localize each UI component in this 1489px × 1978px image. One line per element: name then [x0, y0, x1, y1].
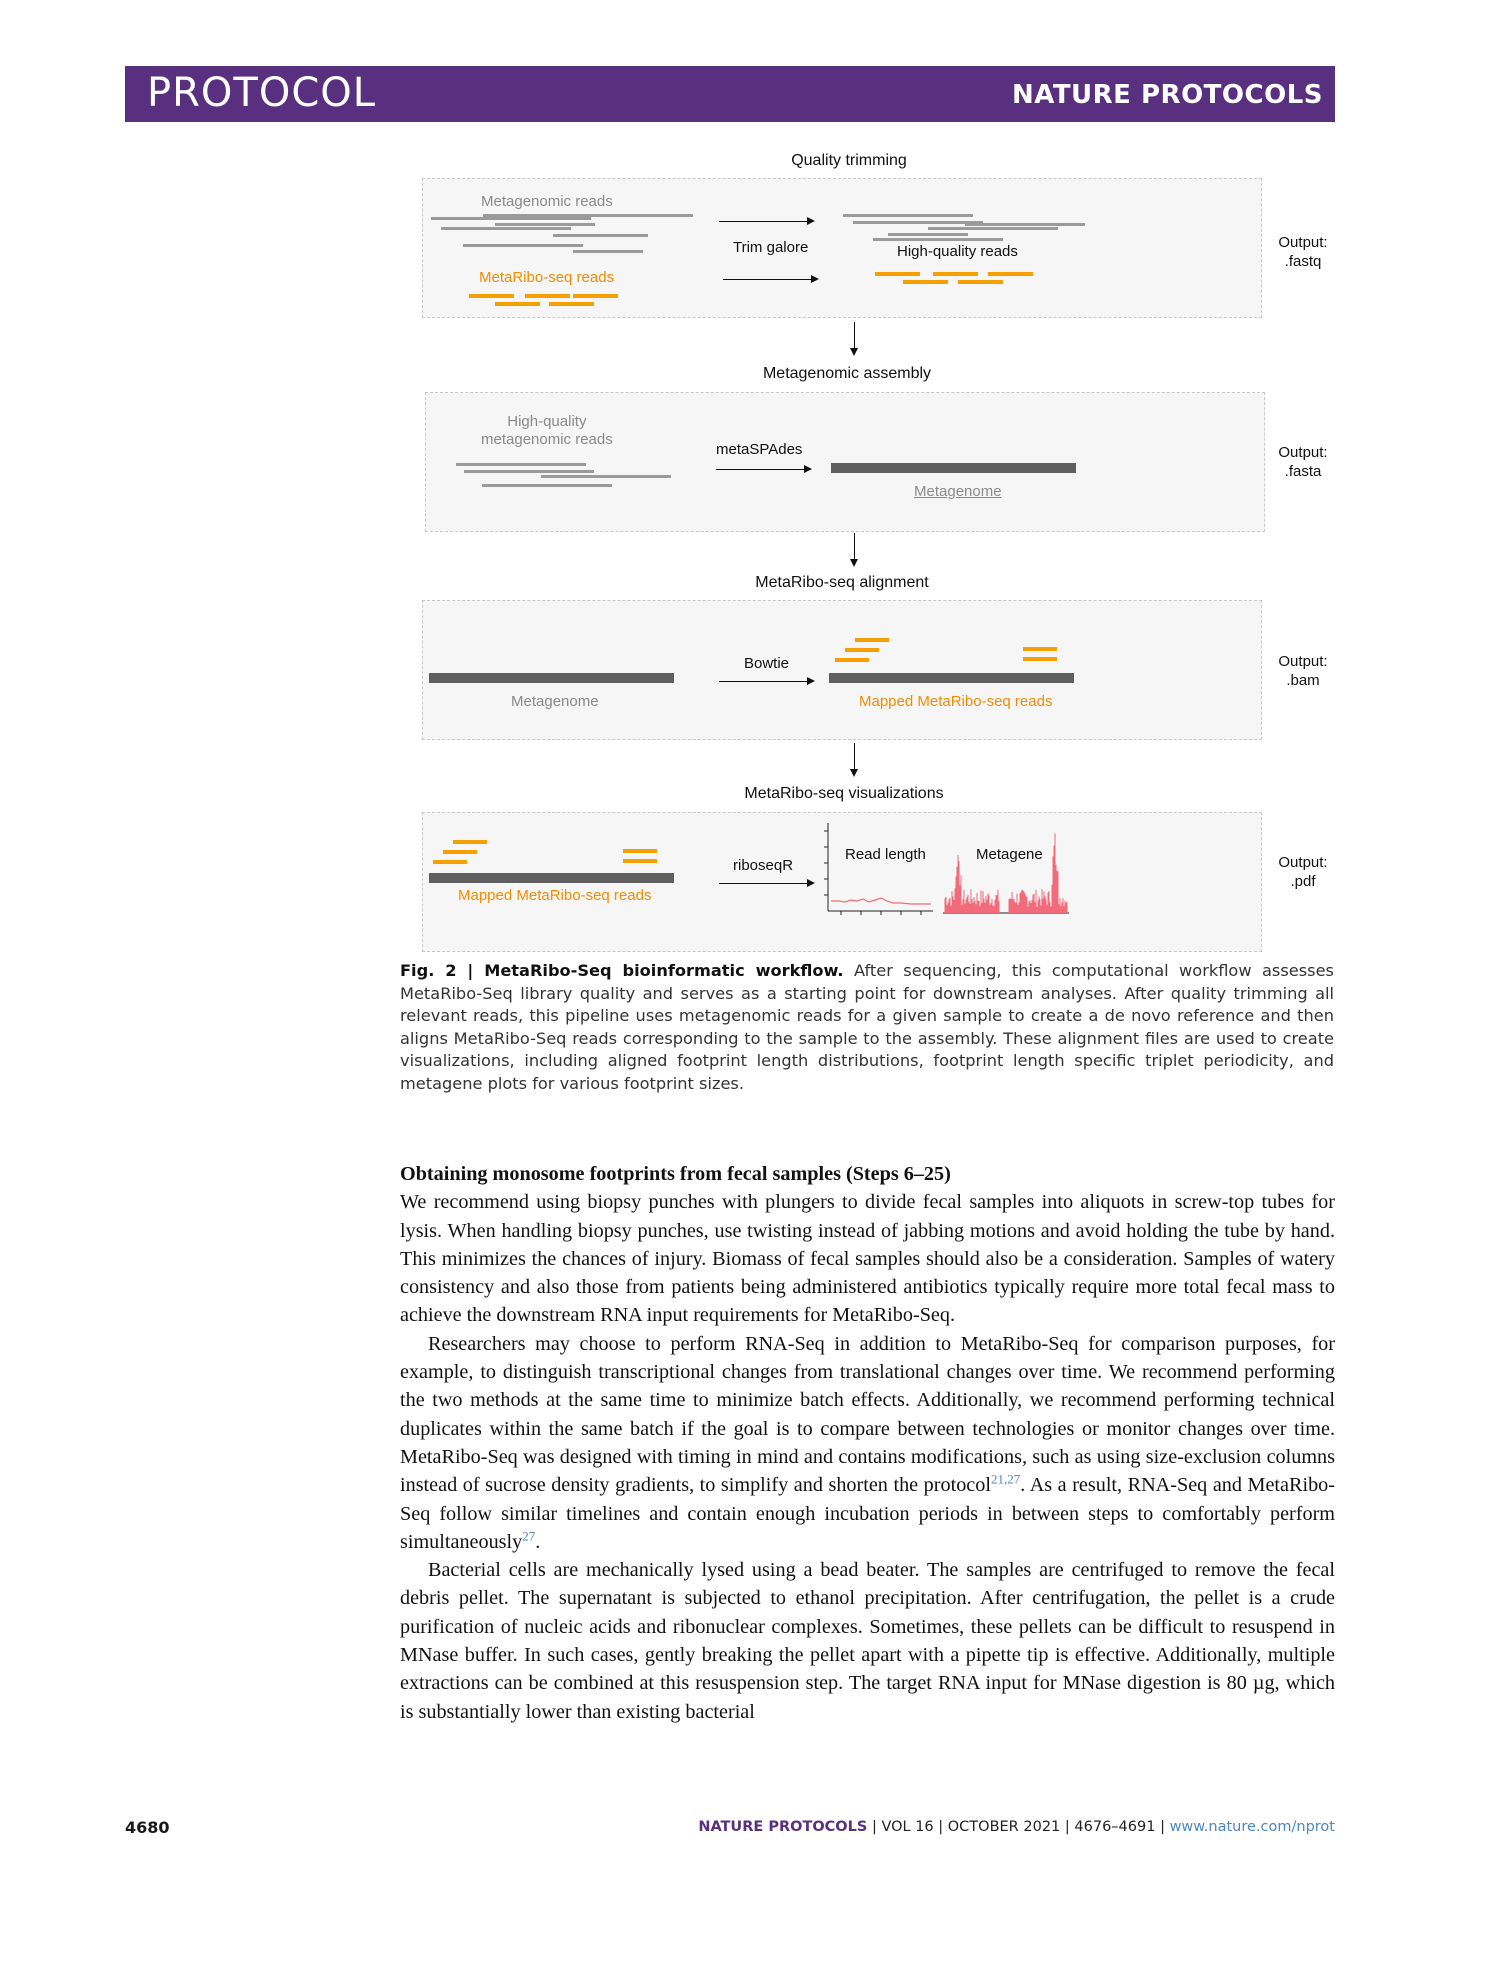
tool-metaspades: metaSPAdes: [716, 441, 803, 458]
text-span: Researchers may choose to perform RNA-Seq in addition to MetaRibo-Seq for comparison purposes, for example, to distinguish transcriptional changes from translational changes over time. We recommend performing the two methods at the same time to minimize batch effects. Additionally, we recommend performing technical duplicates within the same batch if the goal is to compare between technologies or monitor changes over time. MetaRibo-Seq was designed with timing in mind and contains modifications, such as using size-exclusion columns instead of sucrose density gradients, to simplify and shorten the protocol: [400, 1332, 1335, 1497]
output-label: Output:: [1278, 854, 1328, 871]
read: [553, 234, 648, 237]
read: [573, 250, 643, 253]
arrow-right: [723, 279, 817, 280]
output-label: Output:: [1278, 653, 1328, 670]
step-title-visualizations: MetaRibo-seq visualizations: [744, 785, 944, 802]
mapped-reads-label: Mapped MetaRibo-seq reads: [859, 693, 1053, 710]
panel-metaribo-alignment: [422, 600, 1262, 740]
orange-read: [453, 840, 487, 844]
orange-read: [469, 294, 514, 298]
metagenome-bar: [829, 673, 1074, 683]
metagenome-label: Metagenome: [511, 693, 599, 710]
read: [928, 227, 1058, 230]
orange-read: [623, 859, 657, 863]
metaribo-seq-reads-label: MetaRibo-seq reads: [479, 269, 615, 286]
orange-read: [988, 272, 1033, 276]
high-quality-reads-label: High-quality reads: [897, 243, 1018, 260]
read: [464, 470, 594, 473]
separator: |: [871, 1819, 877, 1835]
label-line: High-quality: [507, 413, 587, 430]
paragraph: [400, 1330, 1335, 1556]
tool-trim-galore: Trim galore: [733, 239, 809, 256]
output-ext: .fasta: [1284, 463, 1322, 480]
output-fastq: [1268, 233, 1338, 271]
figure-caption: [400, 960, 1334, 1095]
section-label: PROTOCOL: [147, 70, 377, 116]
header-bar: [125, 66, 1335, 122]
paragraph: Bacterial cells are mechanically lysed using a bead beater. The samples are centrifuged to remove the fecal debris pellet. The supernatant is subjected to ethanol precipitation. After centrifugation, the pellet is a crude purification of nucleic acids and ribonuclear complexes. Sometimes, these pellets can be difficult to resuspend in MNase buffer. In such cases, gently breaking the pellet apart with a pipette tip is effective. Additionally, multiple extractions can be combined at this resuspension step. The target RNA input for MNase digestion is 80 µg, which is substantially lower than existing bacterial: [400, 1559, 1335, 1723]
orange-read: [443, 850, 477, 854]
footer-citation: [698, 1819, 1335, 1835]
arrow-down: [854, 743, 855, 775]
citation-ref[interactable]: 21,27: [990, 1471, 1021, 1487]
arrow-right: [716, 469, 810, 470]
orange-read: [433, 860, 467, 864]
plots-svg: [821, 813, 1071, 923]
read: [431, 217, 591, 220]
body-text: [400, 1160, 1335, 1726]
hq-metagenomic-reads-label: [481, 413, 613, 449]
metagenome-label: Metagenome: [914, 483, 1002, 500]
orange-read: [495, 302, 540, 306]
caption-title: Fig. 2 | MetaRibo-Seq bioinformatic workflow.: [400, 961, 844, 980]
metagenome-bar: [831, 463, 1076, 473]
read: [873, 238, 1003, 241]
read: [456, 463, 586, 466]
orange-read: [933, 272, 978, 276]
text-span: . As a result, RNA-Seq and MetaRibo-Seq follow similar timelines and contain enough incubation periods in between steps to comfortably perform simultaneously: [400, 1474, 1335, 1553]
separator: |: [1064, 1819, 1070, 1835]
read: [441, 227, 571, 230]
output-label: Output:: [1278, 444, 1328, 461]
metagenomic-reads-label: Metagenomic reads: [481, 193, 613, 210]
tool-riboseqr: riboseqR: [733, 857, 794, 874]
step-title-quality-trimming: Quality trimming: [791, 152, 907, 169]
read: [843, 214, 973, 217]
citation-ref[interactable]: 27: [522, 1528, 536, 1544]
orange-read: [903, 280, 948, 284]
metagenome-bar: [429, 873, 674, 883]
read: [495, 223, 595, 226]
workflow-figure: [400, 140, 1340, 960]
orange-read: [958, 280, 1003, 284]
read: [541, 475, 671, 478]
arrow-right: [719, 681, 813, 682]
output-pdf: [1268, 853, 1338, 891]
orange-read: [549, 302, 594, 306]
output-fasta: [1268, 443, 1338, 481]
arrow-down: [854, 322, 855, 354]
page-number: 4680: [125, 1818, 170, 1837]
arrow-right: [719, 883, 813, 884]
paragraph: We recommend using biopsy punches with plungers to divide fecal samples into aliquots in screw-top tubes for lysis. When handling biopsy punches, use twisting instead of jabbing motions and avoid holding the tube by hand. This minimizes the chances of injury. Biomass of fecal samples should also be a consideration. Samples of watery consistency and also those from patients being administered antibiotics typically require more total fecal mass to achieve the downstream RNA input requirements for MetaRibo-Seq.: [400, 1191, 1335, 1327]
read: [965, 223, 1085, 226]
step-title-metaribo-alignment: MetaRibo-seq alignment: [755, 574, 929, 591]
orange-read: [1023, 657, 1057, 661]
orange-read: [875, 272, 920, 276]
footer-date: OCTOBER 2021: [947, 1819, 1061, 1835]
orange-read: [855, 638, 889, 642]
output-ext: .bam: [1286, 672, 1320, 689]
orange-read: [573, 294, 618, 298]
orange-read: [623, 849, 657, 853]
step-title-metagenomic-assembly: Metagenomic assembly: [762, 365, 932, 382]
label-line: metagenomic reads: [481, 431, 613, 448]
orange-read: [525, 294, 570, 298]
metagenome-bar: [429, 673, 674, 683]
plot-label-read-length: Read length: [845, 846, 926, 863]
footer-pages: 4676–4691: [1074, 1819, 1156, 1835]
arrow-down: [854, 533, 855, 565]
read: [853, 221, 983, 224]
footer-volume: VOL 16: [881, 1819, 934, 1835]
mapped-reads-label: Mapped MetaRibo-seq reads: [458, 887, 652, 904]
separator: |: [1160, 1819, 1165, 1835]
tool-bowtie: Bowtie: [744, 655, 790, 672]
text-span: .: [535, 1530, 541, 1553]
output-bam: [1268, 652, 1338, 690]
orange-read: [845, 648, 879, 652]
section-heading: Obtaining monosome footprints from fecal samples (Steps 6–25): [400, 1163, 951, 1185]
plot-label-metagene: Metagene: [976, 846, 1043, 863]
read: [483, 214, 693, 217]
read: [463, 244, 583, 247]
panel-visualizations: [422, 812, 1262, 952]
output-ext: .pdf: [1290, 873, 1316, 890]
orange-read: [835, 658, 869, 662]
arrow-right: [719, 221, 813, 222]
panel-quality-trimming: [422, 178, 1262, 318]
read: [482, 484, 612, 487]
panel-metagenomic-assembly: [425, 392, 1265, 532]
separator: |: [938, 1819, 944, 1835]
orange-read: [1023, 647, 1057, 651]
journal-label: NATURE PROTOCOLS: [1011, 80, 1323, 110]
footer-url[interactable]: www.nature.com/nprot: [1169, 1819, 1335, 1835]
output-ext: .fastq: [1284, 253, 1322, 270]
output-label: Output:: [1278, 234, 1328, 251]
read: [888, 233, 968, 236]
caption-text: After sequencing, this computational workflow assesses MetaRibo-Seq library quality and serves as a starting point for downstream analyses. After quality trimming all relevant reads, this pipeline uses metagenomic reads for a given sample to create a de novo reference and then aligns MetaRibo-Seq reads corresponding to the sample to the assembly. These alignment files are used to create visualizations, including aligned footprint length distributions, footprint length specific triplet periodicity, and metagene plots for various footprint sizes.: [400, 961, 1334, 1093]
footer-journal: NATURE PROTOCOLS: [698, 1819, 868, 1835]
